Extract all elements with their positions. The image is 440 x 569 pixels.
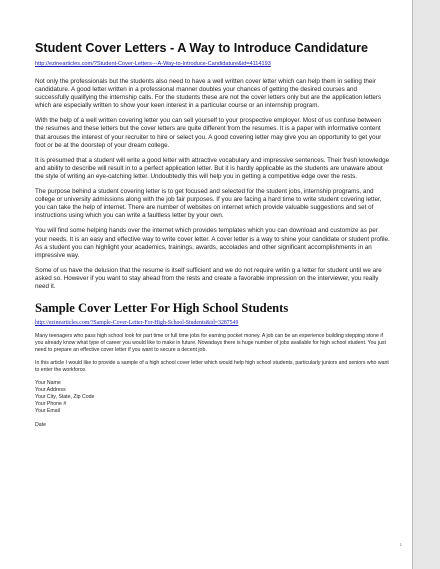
body-paragraph-1: Not only the professionals but the students also need to have a well written cover letter which can help them in selling their candidature. A good letter written in a professional manner doubles your chances of getting the desired courses and successfully qualifying the internship calls. For the students these are not the cover letters only but are the application letters which are especially written to show your keen interest in a particular course or an internship program.: [35, 78, 382, 110]
body-paragraph-3: It is presumed that a student will write a good letter with attractive vocabulary and impressive sentences. Their fresh knowledge and ability to describe will result in to a perfect application letter. But it is hardly applicable as the students are unaware about the style of writing an eye-catching letter. Undoubtedly this will help you in getting a competitive edge over the rests.: [35, 156, 390, 180]
date-label: Date: [35, 422, 46, 429]
body-paragraph-6: Some of us have the delusion that the resume is itself sufficient and we do not require writin g a letter for student until we are asked so. However if you want to stay ahead from the rests and create a favorable impression on the interviewer, you really need it.: [35, 266, 382, 290]
body-paragraph-4: The purpose behind a student covering letter is to get focused and selected for the student jobs, internship programs, and college or university admissions along with the job fair purposes. If you are facing a hard time to write student covering letter, you can take the help of internet. There are number of websites on internet which provide valuable suggestions and set of instructions using which you can write a faultless letter by your own.: [35, 188, 382, 220]
address-line: Your Phone #: [35, 401, 67, 408]
section-paragraph-1: Many teenagers who pass high school look for part time or full time jobs for earning pocket money. A job can be an experience building stepping stone if you already know what type of career you would like to make in future. Nowadays there is huge number of jobs available for high school student. You just need to prepare an effective cover letter if you want to secure a decent job.: [35, 333, 386, 354]
address-line: Your Address: [35, 387, 66, 394]
address-line: Your City, State, Zip Code: [35, 394, 95, 401]
section-source-link[interactable]: http://ezinearticles.com/?Sample-Cover-Letter-For-High-School-Students&id=3287549: [35, 320, 239, 327]
section-title: Sample Cover Letter For High School Students: [35, 301, 289, 316]
body-paragraph-5: You will find some helping hands over the internet which provides templates which you can download and customize as per your needs. It is an easy and effective way to write cover letter. A cover letter is a way to shine your candidate or student profile. As a student you can highlight your academics, trainings, awards, accolades and other significant accomplishments in an impressive way.: [35, 227, 390, 259]
address-block: [35, 380, 390, 415]
address-line: Your Name: [35, 380, 61, 387]
section-paragraph-2: In this article I would like to provide a sample of a high school cover letter which would help high school students, particularly juniors and seniors who want to enter the workforce.: [35, 360, 389, 374]
source-link[interactable]: http://ezinearticles.com/?Student-Cover-Letters---A-Way-to-Introduce-Candidature&id=4114193: [35, 61, 271, 67]
address-line: Your Email: [35, 408, 60, 415]
page-number: 1: [399, 542, 402, 547]
body-paragraph-2: With the help of a well written covering letter you can sell yourself to your prospective employer. Most of us confuse between the resumes and these letters but the cover letters are quite different from the resumes. It is a paper with informative content that arouses the interest of your recruiter to hire or select you. A good covering letter may give you an opportunity to get your foot or be at the doorstep of your dream college.: [35, 117, 382, 149]
document-title: Student Cover Letters - A Way to Introduce Candidature: [35, 41, 369, 55]
